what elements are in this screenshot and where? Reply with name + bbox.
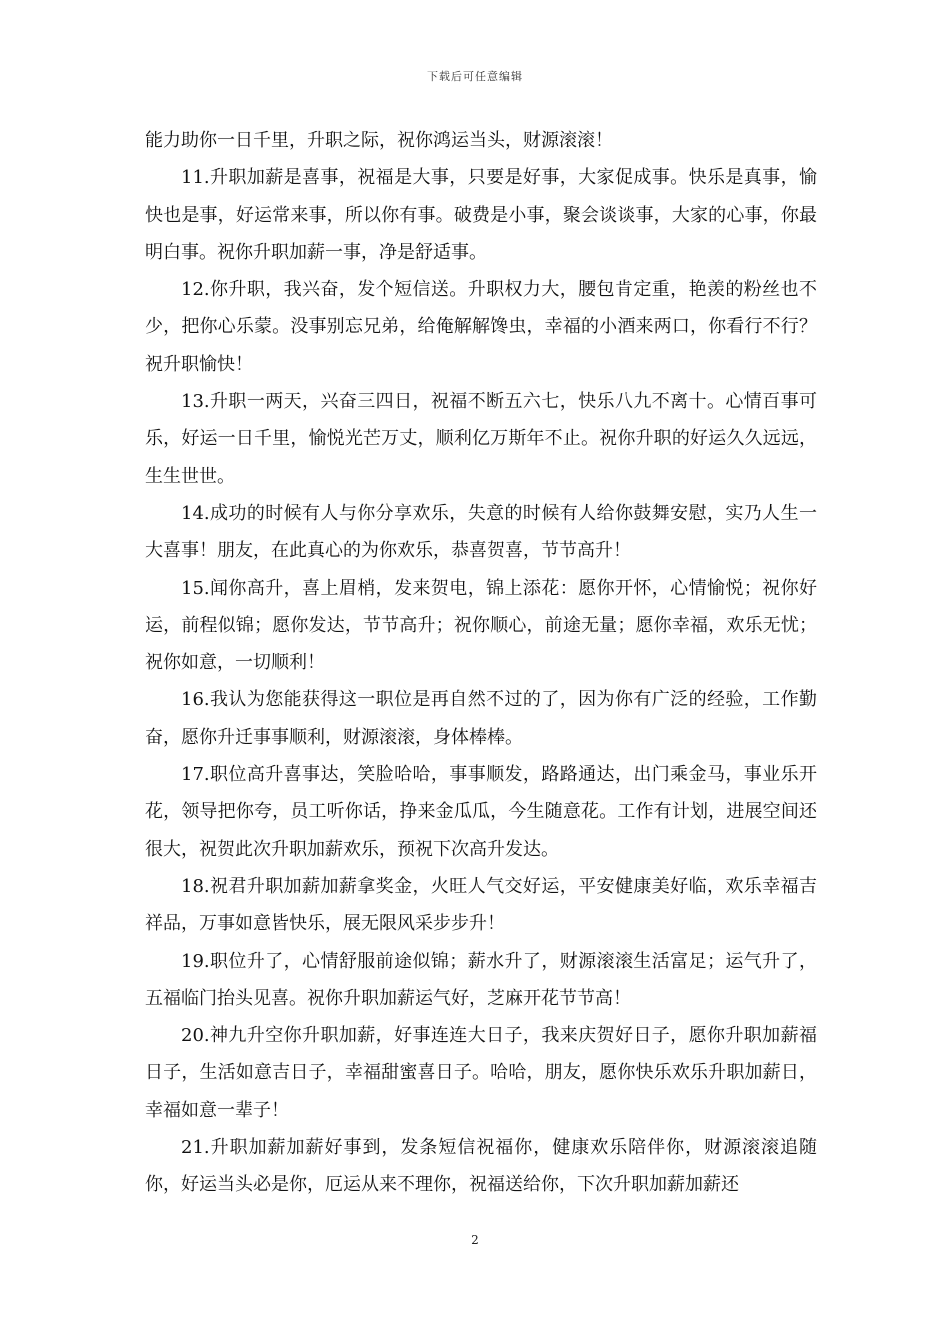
paragraph-20: 20.神九升空你升职加薪，好事连连大日子，我来庆贺好日子，愿你升职加薪福日子，生活如意吉日子，幸福甜蜜喜日子。哈哈，朋友，愿你快乐欢乐升职加薪日，幸福如意一辈子！ (145, 1025, 817, 1121)
paragraph-12: 12.你升职，我兴奋，发个短信送。升职权力大，腰包肯定重，艳羡的粉丝也不少，把你心乐蒙。没事别忘兄弟，给俺解解馋虫，幸福的小酒来两口，你看行不行？祝升职愉快！ (145, 279, 817, 375)
paragraph-21: 21.升职加薪加薪好事到，发条短信祝福你，健康欢乐陪伴你，财源滚滚追随你，好运当头必是你，厄运从来不理你，祝福送给你，下次升职加薪加薪还 (145, 1137, 817, 1196)
page-header: 下载后可任意编辑 (427, 70, 523, 83)
paragraph-14: 14.成功的时候有人与你分享欢乐，失意的时候有人给你鼓舞安慰，实乃人生一大喜事！朋友，在此真心的为你欢乐，恭喜贺喜，节节高升！ (145, 502, 817, 562)
paragraph-16: 16.我认为您能获得这一职位是再自然不过的了，因为你有广泛的经验，工作勤奋，愿你升迁事事顺利，财源滚滚，身体棒棒。 (145, 689, 817, 748)
page-number: 2 (471, 1233, 479, 1247)
paragraph-18: 18.祝君升职加薪加薪拿奖金，火旺人气交好运，平安健康美好临，欢乐幸福吉祥品，万事如意皆快乐，展无限风采步步升！ (145, 875, 817, 935)
paragraph-continuation: 能力助你一日千里，升职之际，祝你鸿运当头，财源滚滚！ (145, 130, 613, 151)
body-text (145, 122, 817, 1204)
paragraph-11: 11.升职加薪是喜事，祝福是大事，只要是好事，大家促成事。快乐是真事，愉快也是事，好运常来事，所以你有事。破费是小事，聚会谈谈事，大家的心事，你最明白事。祝你升职加薪一事，净是舒适事。 (145, 167, 817, 263)
paragraph-17: 17.职位高升喜事达，笑脸哈哈，事事顺发，路路通达，出门乘金马，事业乐开花，领导把你夸，员工听你话，挣来金瓜瓜，今生随意花。工作有计划，进展空间还很大，祝贺此次升职加薪欢乐，预祝下次高升发达。 (145, 764, 817, 860)
paragraph-15: 15.闻你高升，喜上眉梢，发来贺电，锦上添花：愿你开怀，心情愉悦；祝你好运，前程似锦；愿你发达，节节高升；祝你顺心，前途无量；愿你幸福，欢乐无忧；祝你如意，一切顺利！ (145, 577, 817, 674)
paragraph-19: 19.职位升了，心情舒服前途似锦；薪水升了，财源滚滚生活富足；运气升了，五福临门抬头见喜。祝你升职加薪运气好，芝麻开花节节高！ (145, 950, 817, 1009)
paragraph-13: 13.升职一两天，兴奋三四日，祝福不断五六七，快乐八九不离十。心情百事可乐，好运一日千里，愉悦光芒万丈，顺利亿万斯年不止。祝你升职的好运久久远远，生生世世。 (145, 391, 817, 487)
